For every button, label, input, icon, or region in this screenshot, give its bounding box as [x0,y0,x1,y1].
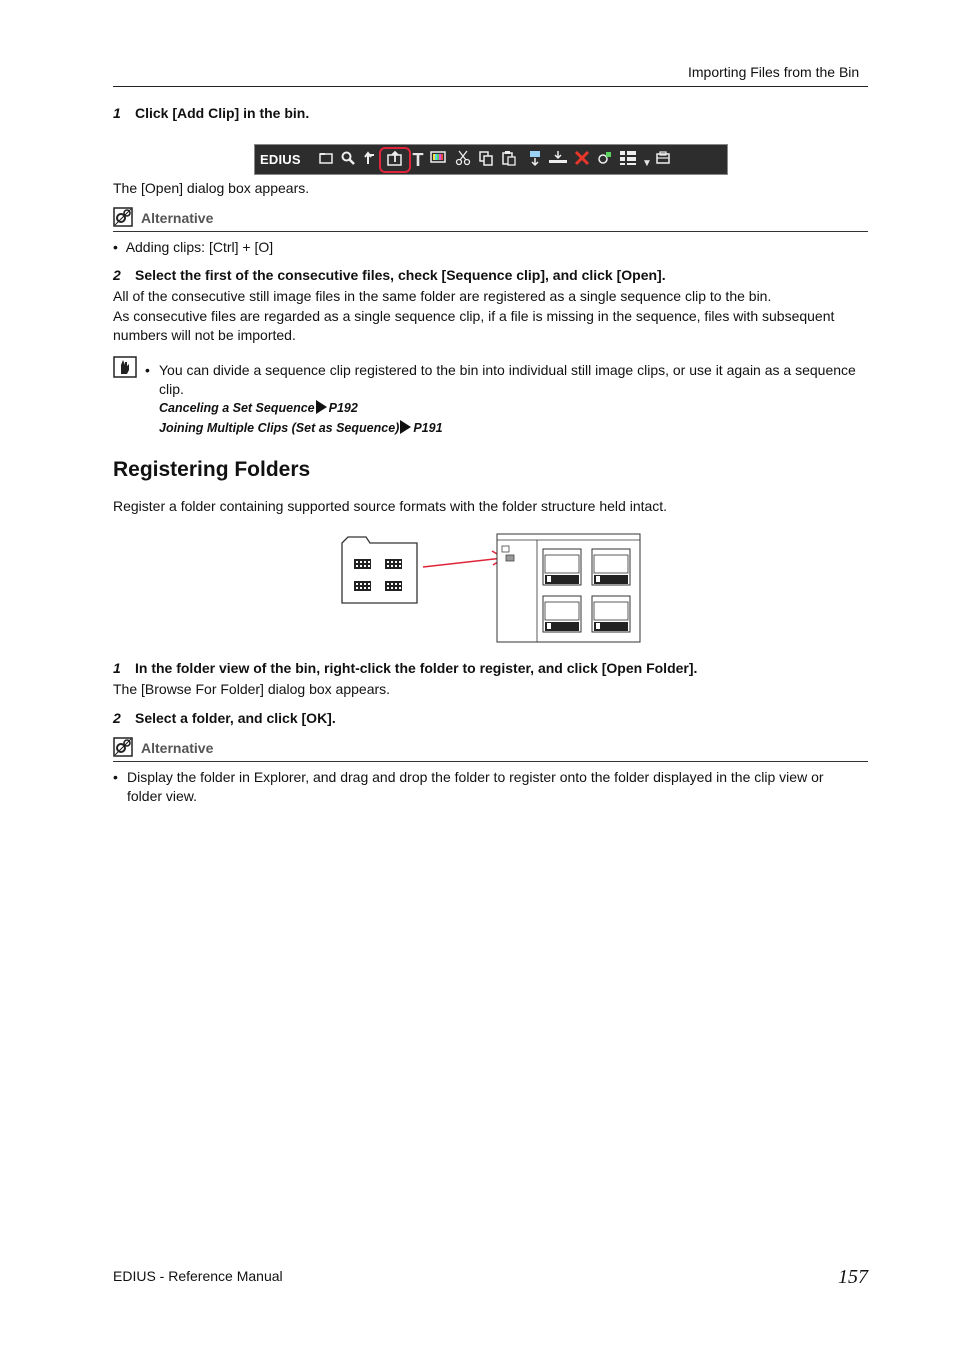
add-to-timeline-icon[interactable] [548,150,566,170]
page-arrow-icon [316,400,327,414]
copy-icon[interactable] [477,150,495,170]
step-number: 2 [113,267,121,283]
title-icon[interactable]: T [412,150,424,170]
step-text: Select a folder, and click [OK]. [135,710,336,726]
link-joining-clips[interactable] [159,420,443,435]
bin-toolbar [254,144,728,175]
section-title: Registering Folders [113,458,311,481]
step-text: Click [Add Clip] in the bin. [135,105,310,121]
show-in-player-icon[interactable] [526,150,544,170]
alternative-bullet-text: Display the folder in Explorer, and drag and drop the folder to register onto the folder displayed in the clip view or folder view. [127,769,824,804]
step-number: 2 [113,710,121,726]
note-icon [113,356,137,381]
note-bullet-mark: • [145,362,150,378]
alternative-heading: Alternative [141,740,214,756]
step-2 [113,267,666,283]
link-page: P192 [328,401,358,415]
page-arrow-icon [400,420,411,434]
browse-dialog-note: The [Browse For Folder] dialog box appears. [113,681,391,697]
paragraph-2: As consecutive files are regarded as a single sequence clip, if a file is missing in the sequence, files with subsequent numbers will not be imported. [113,308,835,343]
bullet-text: Adding clips: [125,239,209,255]
folder-step-1 [113,660,697,676]
page-number: 157 [838,1266,868,1288]
delete-icon[interactable] [573,150,591,170]
cut-icon[interactable] [454,150,472,170]
header-rule [113,86,868,87]
folder-step-2 [113,710,336,726]
properties-icon[interactable] [596,150,614,170]
color-bar-icon[interactable] [430,150,448,170]
step-1 [113,105,309,121]
view-switch-icon[interactable] [619,150,637,170]
link-text: Canceling a Set Sequence [159,401,315,415]
paste-icon[interactable] [500,150,518,170]
link-canceling-sequence[interactable] [159,400,358,415]
alternative-bullet [113,238,273,257]
step-number: 1 [113,660,121,676]
alternative-icon [113,207,133,230]
paragraph-1: All of the consecutive still image files in the same folder are registered as a single sequence clip to the bin. [113,288,772,304]
open-dialog-note: The [Open] dialog box appears. [113,180,310,196]
step-number: 1 [113,105,121,121]
running-header: Importing Files from the Bin [688,64,860,80]
add-clip-icon[interactable] [386,150,404,170]
shortcut-text: [Ctrl] + [O] [208,239,274,255]
alternative-rule [113,231,868,232]
step-text: Select the first of the consecutive files, check [Sequence clip], and click [Open]. [135,267,666,283]
alternative-icon [113,737,133,760]
alternative-rule [113,761,868,762]
section-intro: Register a folder containing supported source formats with the folder structure held intact. [113,498,668,514]
note-text: You can divide a sequence clip registered to the bin into individual still image clips, or use it again as a sequence clip. [159,362,856,397]
footer-manual-title: EDIUS - Reference Manual [113,1268,283,1284]
link-text: Joining Multiple Clips (Set as Sequence) [159,421,400,435]
layout-icon[interactable] [654,150,672,170]
bullet-mark: • [113,239,126,255]
search-icon[interactable] [339,150,357,170]
bullet-mark: • [113,769,118,785]
dropdown-icon[interactable]: ▼ [642,158,652,169]
new-folder-icon[interactable] [317,150,335,170]
step-text: In the folder view of the bin, right-click the folder to register, and click [Open Folder]. [135,660,698,676]
link-page: P191 [413,421,443,435]
folder-registration-illustration [340,533,642,648]
toolbar-label: EDIUS [260,152,301,167]
alternative-heading: Alternative [141,210,214,226]
